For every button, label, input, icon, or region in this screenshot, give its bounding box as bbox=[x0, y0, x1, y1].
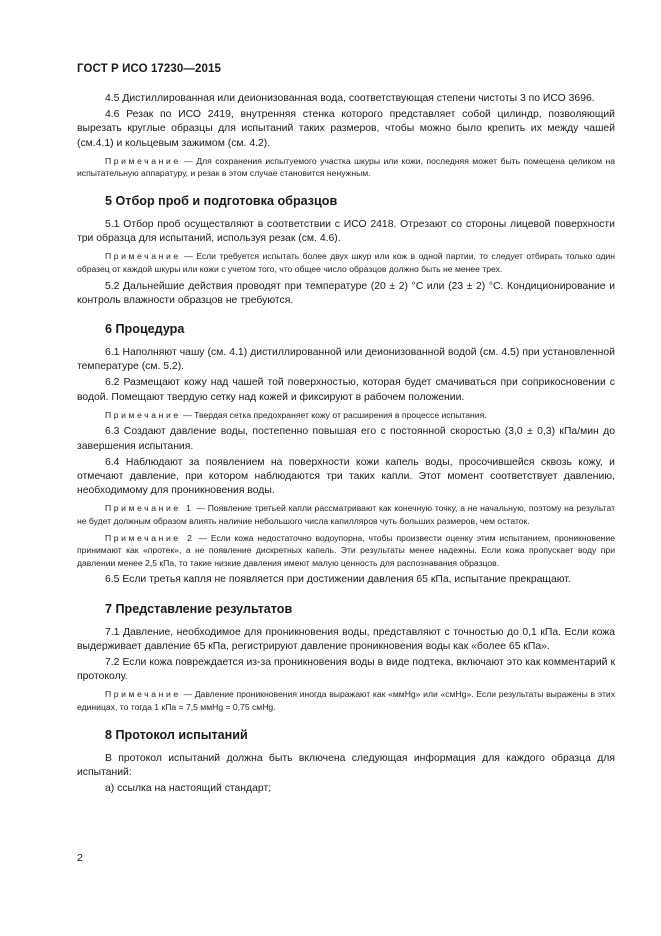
list-item-a: а) ссылка на настоящий стандарт; bbox=[105, 783, 272, 794]
note-label: Примечание bbox=[105, 251, 181, 262]
paragraph-4-5: 4.5 Дистиллированная или деионизованная вода, соответствующая степени чистоты 3 по ИСО 3696. bbox=[105, 93, 595, 104]
paragraph-6-4: 6.4 Наблюдают за появлением на поверхности кожи капель воды, просочившейся сквозь кожу, и отмечают давление, при котором наблюдаются три таких капли. Этот момент соответствует давлению, необходимому для проникновения воды. bbox=[77, 456, 615, 497]
section-5-heading: 5 Отбор проб и подготовка образцов bbox=[105, 194, 338, 208]
note-label: Примечание bbox=[105, 155, 181, 166]
page-number: 2 bbox=[77, 852, 83, 864]
section-6-heading: 6 Процедура bbox=[105, 322, 185, 336]
section-7-heading: 7 Представление результатов bbox=[105, 601, 293, 616]
note-text: — Если требуется испытать более двух шкур или кож в одной партии, то следует отбирать только один образец от каждой шкуры или кожи с учетом того, что общее число образцов должно быть не менее трех. bbox=[77, 251, 616, 274]
paragraph-6-3: 6.3 Создают давление воды, постепенно повышая его с постоянной скоростью (3,0 ± 0,3) кПа/мин до завершения испытания. bbox=[77, 426, 615, 452]
note-4 bbox=[77, 155, 615, 180]
paragraph-4-6: 4.6 Резак по ИСО 2419, внутренняя стенка которого представляет собой цилиндр, позволяющий вырезать круглые образцы для испытаний таких размеров, чтобы можно было крепить их между чашей (см.4.1) и кольцевым зажимом (см. 4.2). bbox=[77, 109, 615, 149]
paragraph-5-1: 5.1 Отбор проб осуществляют в соответствии с ИСО 2418. Отрезают со стороны лицевой поверхности три образца для испытаний, используя резак (см. 4.6). bbox=[77, 219, 615, 245]
note-text: — Давление проникновения иногда выражают как «ммHg» или «смHg». Если результаты выражены в этих единицах, то тогда 1 кПа = 7,5 ммHg = 0,75 смHg. bbox=[77, 689, 615, 712]
note-6-4-1 bbox=[77, 502, 615, 527]
note-7 bbox=[77, 688, 615, 713]
paragraph-7-1: 7.1 Давление, необходимое для проникновения воды, представляют с точностью до 0,1 кПа. Если кожа выдерживает давление 65 кПа, регистрируют давление проникновения воды как «более 65 кПа». bbox=[77, 626, 615, 652]
note-text: — Твердая сетка предохраняет кожу от расширения в процессе испытания. bbox=[183, 409, 487, 420]
paragraph-8: В протокол испытаний должна быть включена следующая информация для каждого образца для испытаний: bbox=[77, 752, 615, 778]
note-text: — Если кожа недостаточно водоупорна, чтобы произвести оценку этим испытанием, проникновение принимают как «протек», а не появление дискретных капель. Эти результаты менее надежны. Если кожа пропускает воду при давлении менее 2,5 кПа, то такие низкие давления имеют малую ценность для распознавания образцов. bbox=[77, 532, 616, 568]
note-5 bbox=[77, 250, 615, 275]
note-label: Примечание bbox=[105, 409, 181, 420]
note-6-4-2 bbox=[77, 532, 615, 570]
body-column bbox=[77, 92, 615, 796]
note-text: — Для сохранения испытуемого участка шкуры или кожи, последняя может быть помещена целиком на испытательную аппаратуру, и резак в этом случае становится ненужным. bbox=[77, 155, 616, 179]
paragraph-6-5: 6.5 Если третья капля не появляется при достижении давления 65 кПа, испытание прекращают. bbox=[105, 574, 571, 586]
note-label: Примечание 1 bbox=[105, 503, 194, 514]
note-6-2 bbox=[77, 409, 615, 422]
paragraph-6-1: 6.1 Наполняют чашу (см. 4.1) дистиллированной или деионизованной водой (см. 4.5) при установленной температуре (см. 5.2). bbox=[77, 347, 615, 373]
note-text: — Появление третьей капли рассматривают как конечную точку, а не начальную, поэтому на результат не будет должным образом влиять наличие небольшого числа капилляров чуть больших размеров, чем остаток. bbox=[77, 503, 615, 527]
section-8-heading: 8 Протокол испытаний bbox=[105, 727, 248, 742]
paragraph-7-2: 7.2 Если кожа повреждается из-за проникновения воды в виде подтека, включают это как комментарий к протоколу. bbox=[77, 657, 615, 683]
running-header: ГОСТ Р ИСО 17230—2015 bbox=[77, 63, 222, 75]
paragraph-5-2: 5.2 Дальнейшие действия проводят при температуре (20 ± 2) °С или (23 ± 2) °С. Кондиционирование и контроль влажности образцов не требуются. bbox=[77, 280, 615, 306]
note-label: Примечание bbox=[105, 689, 181, 700]
paragraph-6-2: 6.2 Размещают кожу над чашей той поверхностью, которая будет смачиваться при соприкосновении с водой. Помещают твердую сетку над кожей и фиксируют в рабочем положении. bbox=[77, 377, 615, 403]
note-label: Примечание 2 bbox=[105, 532, 195, 543]
